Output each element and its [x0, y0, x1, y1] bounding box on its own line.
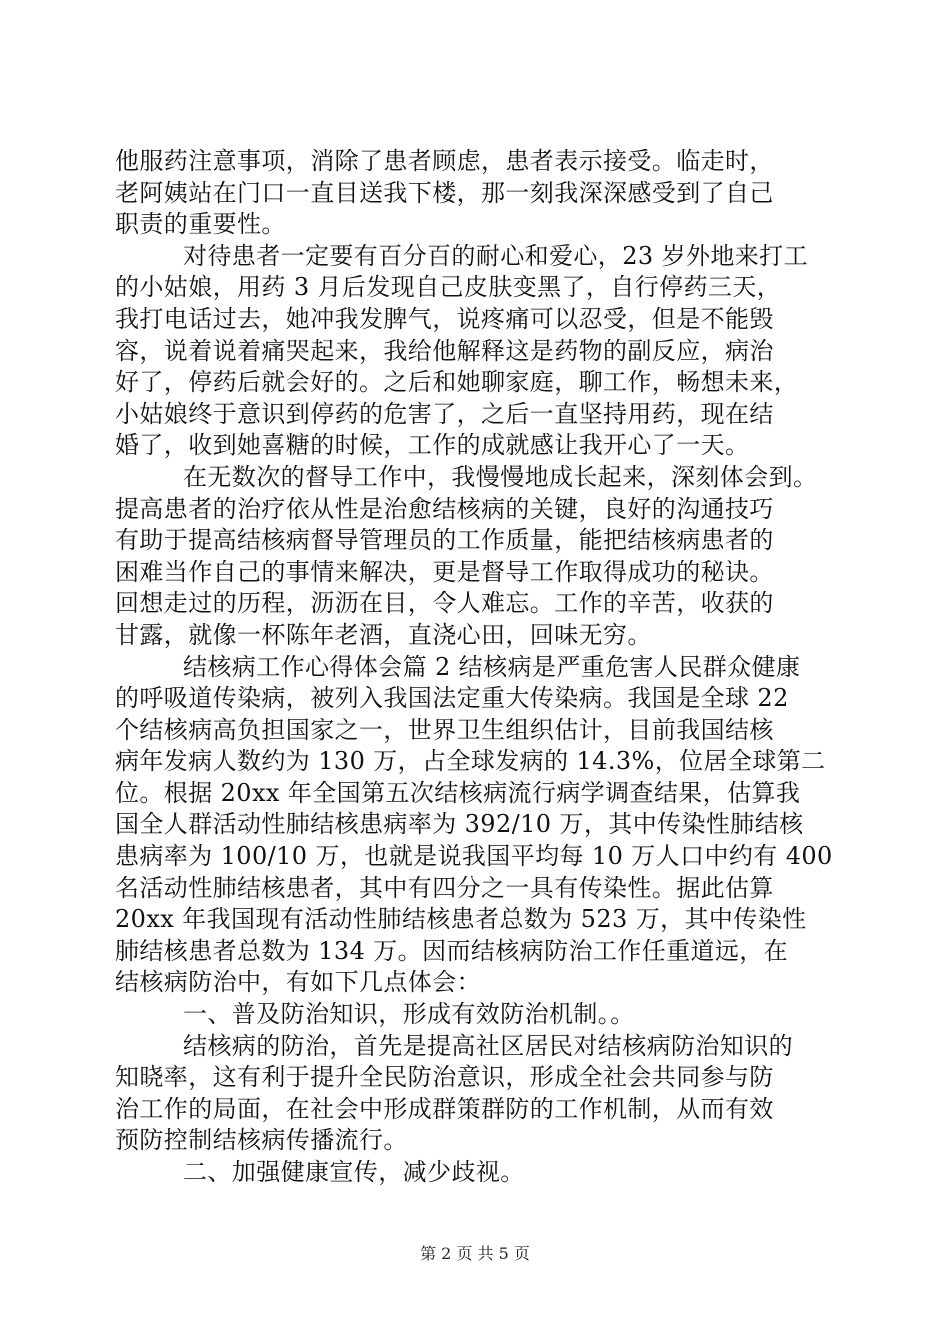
text-line: 在无数次的督导工作中，我慢慢地成长起来，深刻体会到。 [183, 462, 818, 491]
text-line: 他服药注意事项，消除了患者顾虑，患者表示接受。临走时， [115, 147, 774, 175]
page-number-footer: 第 2 页 共 5 页 [420, 1244, 530, 1263]
text-line: 个结核病高负担国家之一，世界卫生组织估计，目前我国结核 [115, 715, 774, 744]
text-line: 好了，停药后就会好的。之后和她聊家庭，聊工作，畅想未来， [115, 368, 799, 397]
text-line: 国全人群活动性肺结核患病率为 392/10 万，其中传染性肺结核 [115, 810, 804, 839]
text-line: 20xx 年我国现有活动性肺结核患者总数为 523 万，其中传染性 [115, 905, 807, 934]
text-line: 职责的重要性。 [115, 210, 286, 239]
text-line: 位。根据 20xx 年全国第五次结核病流行病学调查结果，估算我 [115, 778, 801, 807]
text-line: 对待患者一定要有百分百的耐心和爱心，23 岁外地来打工 [183, 241, 808, 270]
text-line: 肺结核患者总数为 134 万。因而结核病防治工作任重道远，在 [115, 936, 789, 965]
document-body [115, 146, 835, 1189]
text-line: 结核病工作心得体会篇 2 结核病是严重危害人民群众健康 [183, 652, 801, 681]
text-line: 回想走过的历程，沥沥在目，令人难忘。工作的辛苦，收获的 [115, 589, 774, 618]
text-line: 老阿姨站在门口一直目送我下楼，那一刻我深深感受到了自己 [115, 178, 774, 207]
text-line: 的呼吸道传染病，被列入我国法定重大传染病。我国是全球 22 [115, 684, 789, 713]
text-line: 名活动性肺结核患者，其中有四分之一具有传染性。据此估算 [115, 873, 774, 902]
text-line: 提高患者的治疗依从性是治愈结核病的关键，良好的沟通技巧 [115, 494, 774, 523]
text-line: 一、普及防治知识，形成有效防治机制。。 [183, 1000, 635, 1029]
text-line: 婚了，收到她喜糖的时候，工作的成就感让我开心了一天。 [115, 431, 750, 460]
text-line: 我打电话过去，她冲我发脾气，说疼痛可以忍受，但是不能毁 [115, 304, 774, 333]
text-line: 病年发病人数约为 130 万，占全球发病的 14.3%，位居全球第二 [115, 747, 826, 776]
text-line: 有助于提高结核病督导管理员的工作质量，能把结核病患者的 [115, 526, 774, 555]
text-line: 甘露，就像一杯陈年老酒，直浇心田，回味无穷。 [115, 620, 652, 649]
text-line: 困难当作自己的事情来解决，更是督导工作取得成功的秘诀。 [115, 557, 774, 586]
text-line: 知晓率，这有利于提升全民防治意识，形成全社会共同参与防 [115, 1063, 774, 1092]
text-line: 二、加强健康宣传，减少歧视。 [183, 1158, 525, 1186]
text-line: 的小姑娘，用药 3 月后发现自己皮肤变黑了，自行停药三天， [115, 273, 782, 302]
text-line: 患病率为 100/10 万，也就是说我国平均每 10 万人口中约有 400 [115, 842, 833, 871]
text-line: 容，说着说着痛哭起来，我给他解释这是药物的副反应，病治 [115, 336, 774, 365]
text-line: 结核病防治中，有如下几点体会： [115, 968, 481, 997]
text-line: 结核病的防治，首先是提高社区居民对结核病防治知识的 [183, 1031, 793, 1060]
text-line: 小姑娘终于意识到停药的危害了，之后一直坚持用药，现在结 [115, 399, 774, 428]
text-line: 治工作的局面，在社会中形成群策群防的工作机制，从而有效 [115, 1094, 774, 1123]
text-line: 预防控制结核病传播流行。 [115, 1126, 408, 1155]
